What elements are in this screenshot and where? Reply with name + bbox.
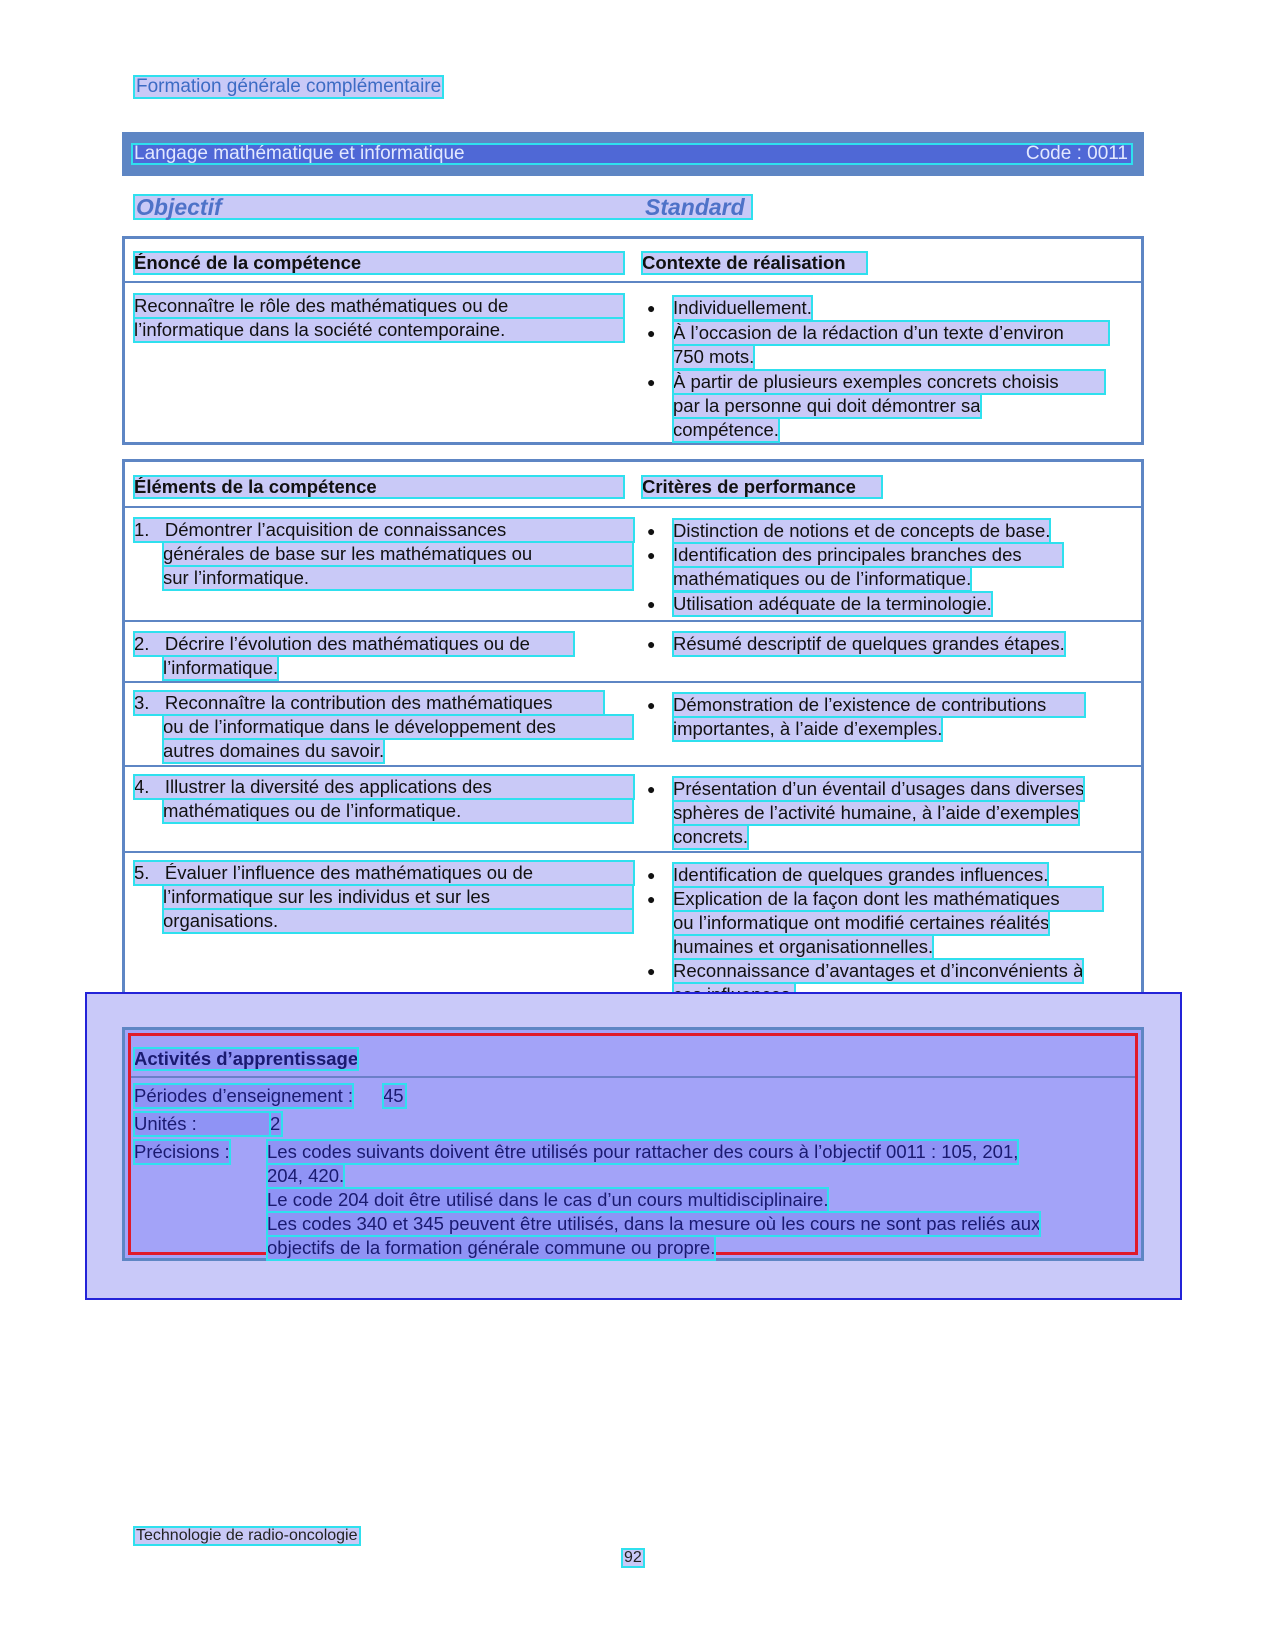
element-text: 5. Évaluer l’influence des mathématiques ou de	[134, 861, 634, 885]
table-row	[125, 683, 1141, 767]
units-value: 2	[270, 1113, 281, 1134]
criterion-item: Reconnaissance d’avantages et d’inconvénients à	[673, 960, 1084, 981]
criterion-item-cont: ou l’informatique ont modifié certaines réalités	[673, 912, 1050, 933]
bullet-icon: ●	[647, 636, 656, 652]
context-item-cont: 750 mots.	[673, 346, 755, 367]
criterion-item: Résumé descriptif de quelques grandes étapes.	[673, 633, 1065, 654]
bullet-icon: ●	[647, 891, 656, 907]
running-header: Formation générale complémentaire	[136, 76, 442, 97]
bullet-icon: ●	[647, 325, 656, 341]
periods-label: Périodes d’enseignement :	[134, 1085, 354, 1106]
context-item-cont: par la personne qui doit démontrer sa	[673, 395, 981, 416]
page-number: 92	[624, 1549, 642, 1566]
context-header: Contexte de réalisation	[642, 252, 867, 274]
element-text: 1. Démontrer l’acquisition de connaissances	[134, 518, 634, 542]
bullet-icon: ●	[647, 300, 656, 316]
criterion-item: Identification de quelques grandes influences.	[673, 864, 1049, 885]
elements-header: Éléments de la compétence	[134, 476, 624, 498]
element-text-cont: organisations.	[163, 909, 633, 933]
bullet-icon: ●	[647, 374, 656, 390]
element-text-cont: autres domaines du savoir.	[163, 740, 385, 761]
course-title: Langage mathématique et informatique	[134, 143, 465, 164]
course-title-bar	[122, 132, 1144, 176]
objective-standard-row	[134, 195, 752, 219]
units-label: Unités :	[134, 1112, 270, 1136]
criterion-item: Explication de la façon dont les mathématiques	[673, 887, 1103, 911]
competence-statement-line: Reconnaître le rôle des mathématiques ou de	[134, 294, 624, 318]
bullet-icon: ●	[647, 781, 656, 797]
element-text-cont: sur l’informatique.	[163, 566, 633, 590]
context-item: Individuellement.	[673, 297, 812, 318]
details-line: Le code 204 doit être utilisé dans le cas d’un cours multidisciplinaire.	[267, 1189, 829, 1210]
context-item-cont: compétence.	[673, 419, 779, 440]
bullet-icon: ●	[647, 523, 656, 539]
context-item: À l’occasion de la rédaction d’un texte d’environ	[673, 321, 1109, 345]
criterion-item: Identification des principales branches des	[673, 543, 1063, 567]
competence-statement-header: Énoncé de la compétence	[134, 252, 624, 274]
elements-box	[122, 459, 1144, 1012]
criterion-item: Démonstration de l’existence de contributions	[673, 693, 1085, 717]
element-text: 3. Reconnaître la contribution des mathématiques	[134, 691, 604, 715]
element-text-cont: l’informatique.	[163, 657, 279, 678]
criterion-item: Utilisation adéquate de la terminologie.	[673, 593, 992, 614]
objective-heading: Objectif	[136, 194, 222, 220]
element-text: 2. Décrire l’évolution des mathématiques ou de	[134, 632, 574, 656]
standard-heading: Standard	[645, 194, 745, 220]
details-line: Les codes 340 et 345 peuvent être utilisés, dans la mesure où les cours ne sont pas reliés aux	[267, 1213, 1041, 1234]
details-line: Les codes suivants doivent être utilisés pour rattacher des cours à l’objectif 0011 : 105, 201,	[267, 1141, 1019, 1162]
criterion-item-cont: sphères de l’activité humaine, à l’aide d’exemples	[673, 802, 1080, 823]
criterion-item-cont: mathématiques ou de l’informatique.	[673, 568, 972, 589]
bullet-icon: ●	[647, 963, 656, 979]
table-row	[125, 853, 1141, 1011]
criterion-item-cont: humaines et organisationnelles.	[673, 936, 934, 957]
table-row	[125, 508, 1141, 622]
activities-box	[122, 1027, 1144, 1261]
activities-title: Activités d’apprentissage	[134, 1048, 359, 1069]
element-text-cont: l’informatique sur les individus et sur les	[163, 885, 633, 909]
periods-value: 45	[383, 1084, 406, 1108]
criterion-item: Distinction de notions et de concepts de base.	[673, 520, 1051, 541]
criterion-item-cont: concrets.	[673, 826, 749, 847]
details-line: 204, 420.	[267, 1165, 345, 1186]
bullet-icon: ●	[647, 867, 656, 883]
bullet-icon: ●	[647, 547, 656, 563]
element-text-cont: mathématiques ou de l’informatique.	[163, 799, 633, 823]
details-line: objectifs de la formation générale commune ou propre.	[267, 1237, 716, 1258]
element-text-cont: générales de base sur les mathématiques ou	[163, 542, 633, 566]
criteria-header: Critères de performance	[642, 476, 882, 498]
element-text-cont: ou de l’informatique dans le développement des	[163, 715, 633, 739]
element-text: 4. Illustrer la diversité des applications des	[134, 775, 634, 799]
bullet-icon: ●	[647, 596, 656, 612]
criterion-item-cont: importantes, à l’aide d’exemples.	[673, 718, 943, 739]
table-row	[125, 622, 1141, 683]
competence-statement-line: l’informatique dans la société contemporaine.	[134, 318, 624, 342]
context-item: À partir de plusieurs exemples concrets choisis	[673, 370, 1105, 394]
table-row	[125, 767, 1141, 853]
criterion-item: Présentation d’un éventail d’usages dans diverses	[673, 778, 1085, 799]
course-code: Code : 0011	[1025, 143, 1128, 164]
footer-program: Technologie de radio-oncologie	[136, 1527, 358, 1544]
bullet-icon: ●	[647, 697, 656, 713]
details-label: Précisions :	[134, 1141, 230, 1162]
competence-box	[122, 236, 1144, 445]
